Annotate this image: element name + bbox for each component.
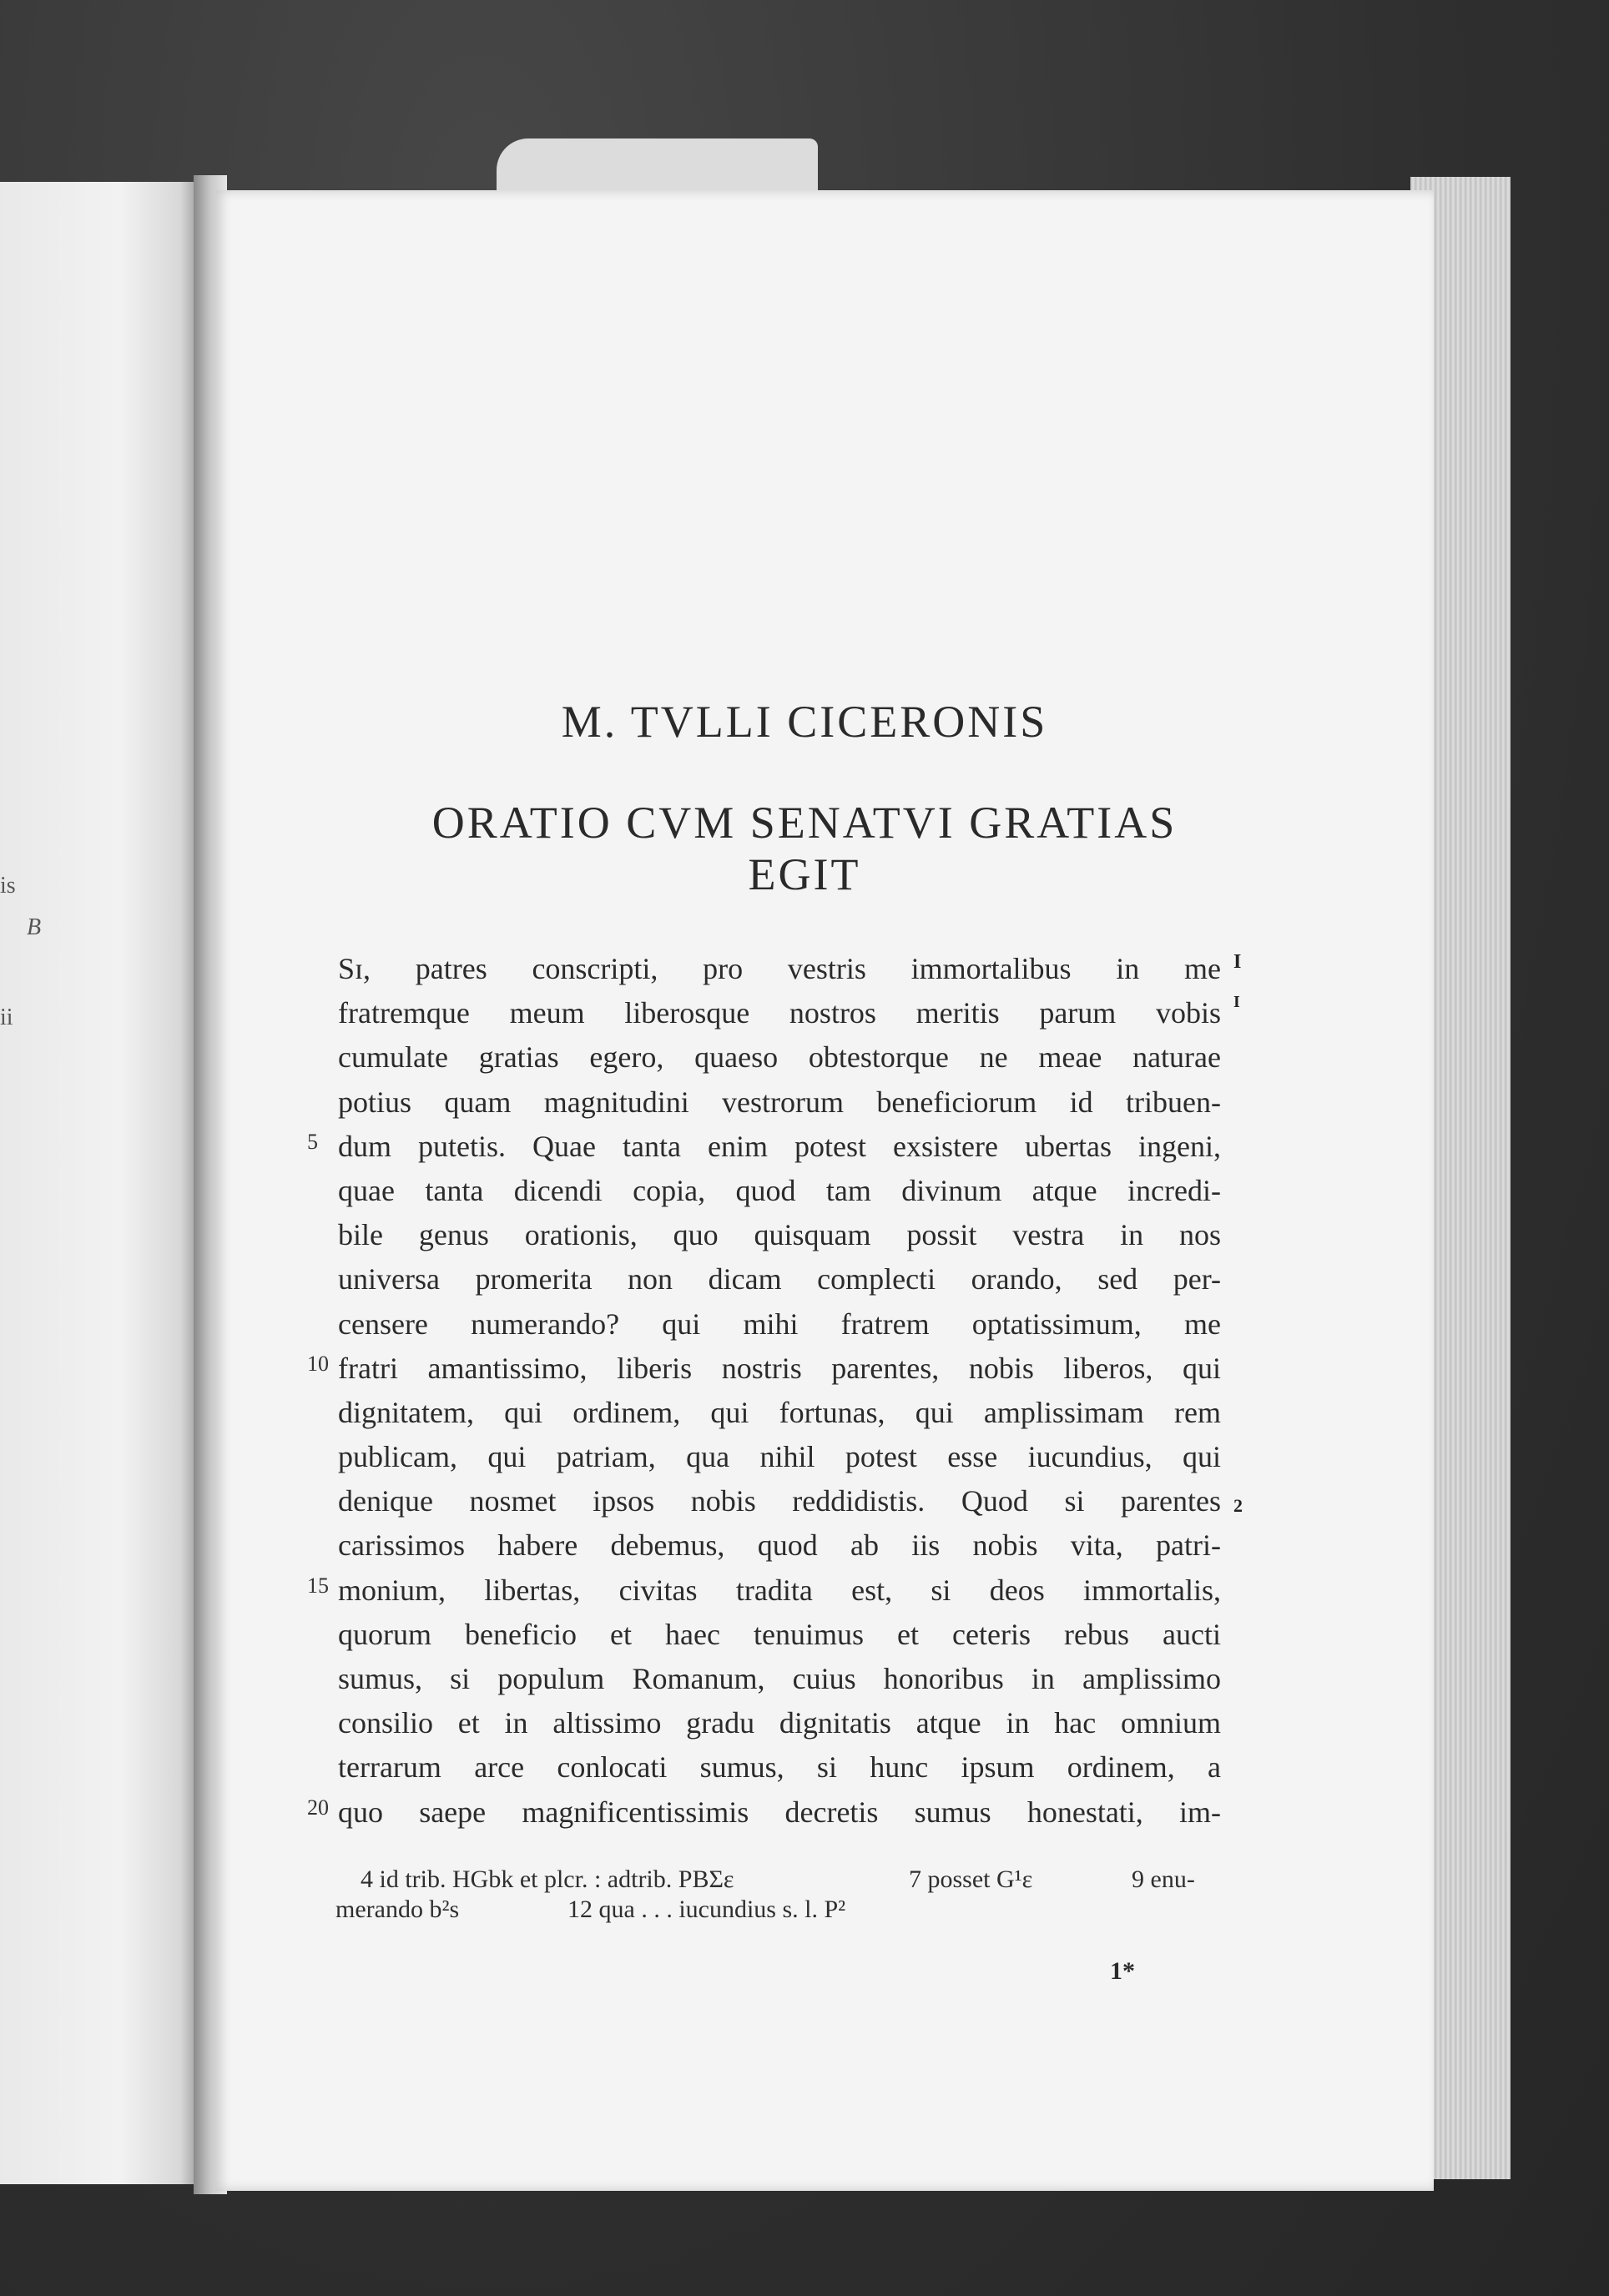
text-line: consilio et in altissimo gradu dignitatis atque in hac omnium	[338, 1706, 1221, 1740]
text-line: dum putetis. Quae tanta enim potest exsistere ubertas ingeni,	[338, 1129, 1221, 1163]
footnote: 4 id trib. HGbk et plcr. : adtrib. PBΣε	[361, 1866, 734, 1893]
text-line: terrarum arce conlocati sumus, si hunc ipsum ordinem, a	[338, 1750, 1221, 1785]
left-page-fragment: is	[0, 873, 16, 899]
text-line: censere numerando? qui mihi fratrem optatissimum, me	[338, 1307, 1221, 1341]
body-text	[338, 947, 1221, 1835]
text-line: sumus, si populum Romanum, cuius honoribus in amplissimo	[338, 1662, 1221, 1695]
left-page-fragment: ii	[0, 1004, 13, 1030]
footnote: 12 qua . . . iucundius s. l. P²	[567, 1896, 846, 1923]
footnotes	[335, 1865, 1212, 1925]
footnote: 9 enu-	[1132, 1866, 1195, 1893]
oration-title-line: EGIT	[748, 849, 861, 899]
section-number: I	[1233, 951, 1242, 973]
signature-mark: 1*	[1110, 1957, 1135, 1985]
line-number: 20	[307, 1795, 329, 1820]
text-line: quorum beneficio et haec tenuimus et ceteris rebus aucti	[338, 1617, 1221, 1651]
running-title: M. TVLLI CICERONIS	[561, 697, 1048, 747]
line-number: 10	[307, 1352, 329, 1376]
footnote: 7 posset G¹ε	[909, 1866, 1033, 1893]
footnote: merando b²s	[335, 1896, 460, 1923]
text-line: monium, libertas, civitas tradita est, si deos immortalis,	[338, 1573, 1221, 1607]
text-line: carissimos habere debemus, quod ab iis nobis vita, patri-	[338, 1528, 1221, 1563]
footnote-line	[335, 1895, 1212, 1925]
line-number: 15	[307, 1573, 329, 1598]
text-line: fratremque meum liberosque nostros meritis parum vobis	[338, 996, 1221, 1030]
left-page-fragment: B	[27, 914, 42, 940]
text-line: cumulate gratias egero, quaeso obtestorque ne meae naturae	[338, 1040, 1221, 1075]
chapter-number: I	[1233, 993, 1240, 1011]
oration-title-line: ORATIO CVM SENATVI GRATIAS	[431, 798, 1178, 848]
line-number: 5	[307, 1130, 318, 1154]
text-line: bile genus orationis, quo quisquam possit vestra in nos	[338, 1218, 1221, 1252]
text-line: quo saepe magnificentissimis decretis sumus honestati, im-	[338, 1795, 1221, 1829]
text-line: potius quam magnitudini vestrorum beneficiorum id tribuen-	[338, 1085, 1221, 1119]
text-line: universa promerita non dicam complecti orando, sed per-	[338, 1262, 1221, 1297]
footnote-line	[335, 1865, 1212, 1895]
text-line: denique nosmet ipsos nobis reddidistis. Quod si parentes	[338, 1484, 1221, 1518]
text-line: Sɪ, patres conscripti, pro vestris immortalibus in me	[338, 952, 1221, 985]
text-line: fratri amantissimo, liberis nostris parentes, nobis liberos, qui	[338, 1351, 1221, 1385]
text-line: publicam, qui patriam, qua nihil potest esse iucundius, qui	[338, 1440, 1221, 1474]
text-line: quae tanta dicendi copia, quod tam divinum atque incredi-	[338, 1173, 1221, 1207]
left-page	[0, 182, 200, 2184]
chapter-number: 2	[1233, 1495, 1243, 1516]
text-line: dignitatem, qui ordinem, qui fortunas, qui amplissimam rem	[338, 1395, 1221, 1429]
oration-title	[0, 797, 1609, 900]
